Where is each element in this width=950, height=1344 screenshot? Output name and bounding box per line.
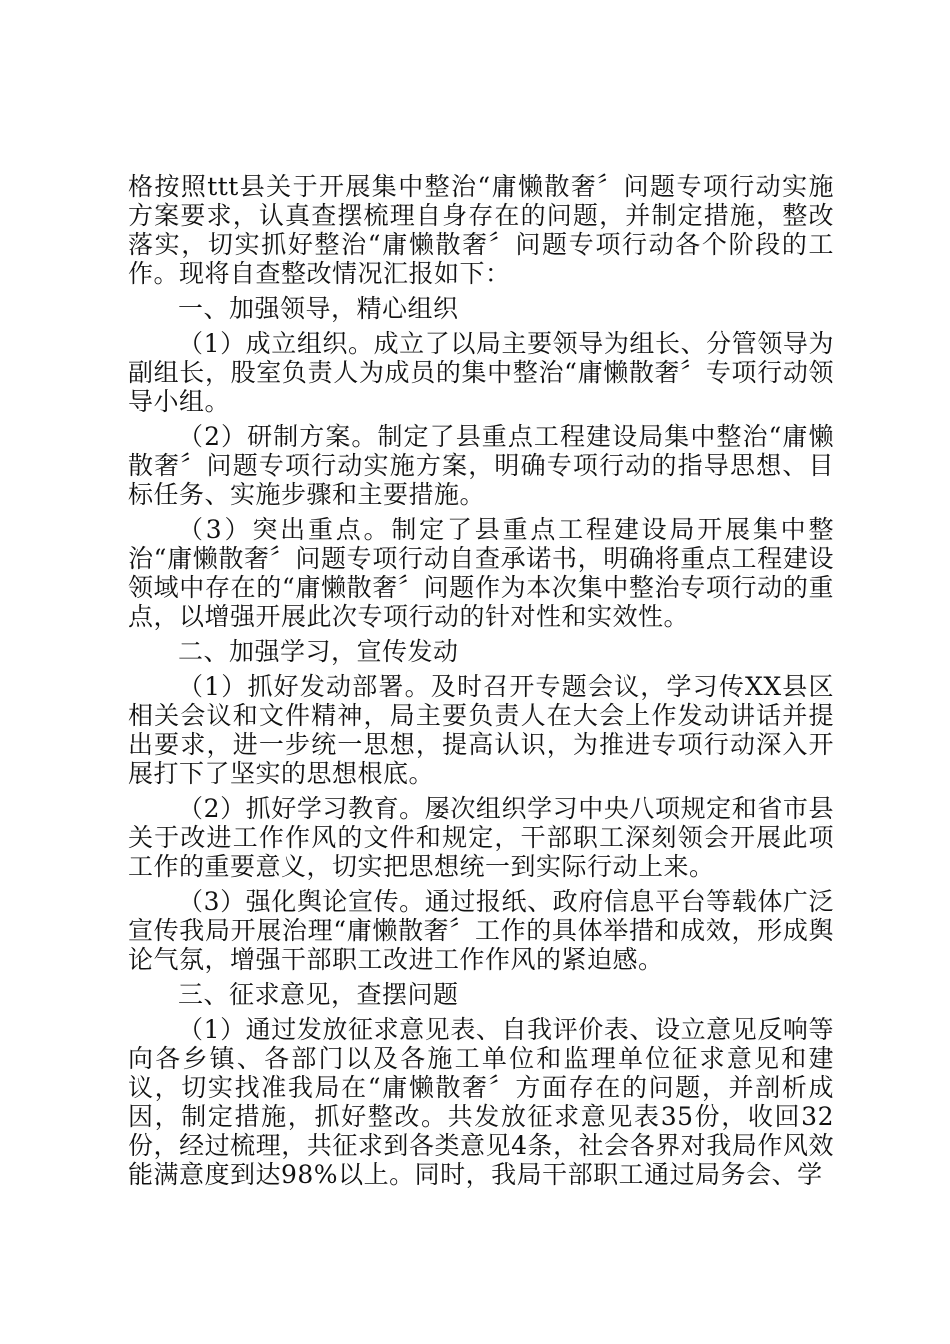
- paragraph-1-3: （3）突出重点。制定了县重点工程建设局开展集中整治“庸懒散奢〞问题专项行动自查承诺书，明确将重点工程建设领域中存在的“庸懒散奢〞问题作为本次集中整治专项行动的重点，以增强开展此次专项行动的针对性和实效性。: [128, 515, 834, 631]
- paragraph-intro: 格按照ttt县关于开展集中整治“庸懒散奢〞问题专项行动实施方案要求，认真查摆梳理自身存在的问题，并制定措施，整改落实，切实抓好整治“庸懒散奢〞问题专项行动各个阶段的工作。现将自查整改情况汇报如下：: [128, 172, 834, 288]
- paragraph-2-1: （1）抓好发动部署。及时召开专题会议，学习传XX县区相关会议和文件精神，局主要负责人在大会上作发动讲话并提出要求，进一步统一思想，提高认识，为推进专项行动深入开展打下了坚实的思想根底。: [128, 672, 834, 788]
- document-body: [128, 172, 834, 1195]
- section-heading-3: 三、征求意见，查摆问题: [178, 980, 459, 1009]
- paragraph-1-1: （1）成立组织。成立了以局主要领导为组长、分管领导为副组长，股室负责人为成员的集中整治“庸懒散奢〞专项行动领导小组。: [128, 329, 834, 416]
- paragraph-2-3: （3）强化舆论宣传。通过报纸、政府信息平台等载体广泛宣传我局开展治理“庸懒散奢〞工作的具体举措和成效，形成舆论气氛，增强干部职工改进工作作风的紧迫感。: [128, 887, 834, 974]
- paragraph-1-2: （2）研制方案。制定了县重点工程建设局集中整治“庸懒散奢〞问题专项行动实施方案，明确专项行动的指导思想、目标任务、实施步骤和主要措施。: [128, 422, 834, 509]
- paragraph-2-2: （2）抓好学习教育。屡次组织学习中央八项规定和省市县关于改进工作作风的文件和规定，干部职工深刻领会开展此项工作的重要意义，切实把思想统一到实际行动上来。: [128, 794, 834, 881]
- section-heading-2: 二、加强学习，宣传发动: [178, 637, 459, 666]
- paragraph-3-1: （1）通过发放征求意见表、自我评价表、设立意见反响等向各乡镇、各部门以及各施工单位和监理单位征求意见和建议，切实找准我局在“庸懒散奢〞方面存在的问题，并剖析成因，制定措施，抓好整改。共发放征求意见表35份，收回32份，经过梳理，共征求到各类意见4条，社会各界对我局作风效能满意度到达98%以上。同时，我局干部职工通过局务会、学: [128, 1015, 834, 1189]
- section-heading-1: 一、加强领导，精心组织: [178, 294, 459, 323]
